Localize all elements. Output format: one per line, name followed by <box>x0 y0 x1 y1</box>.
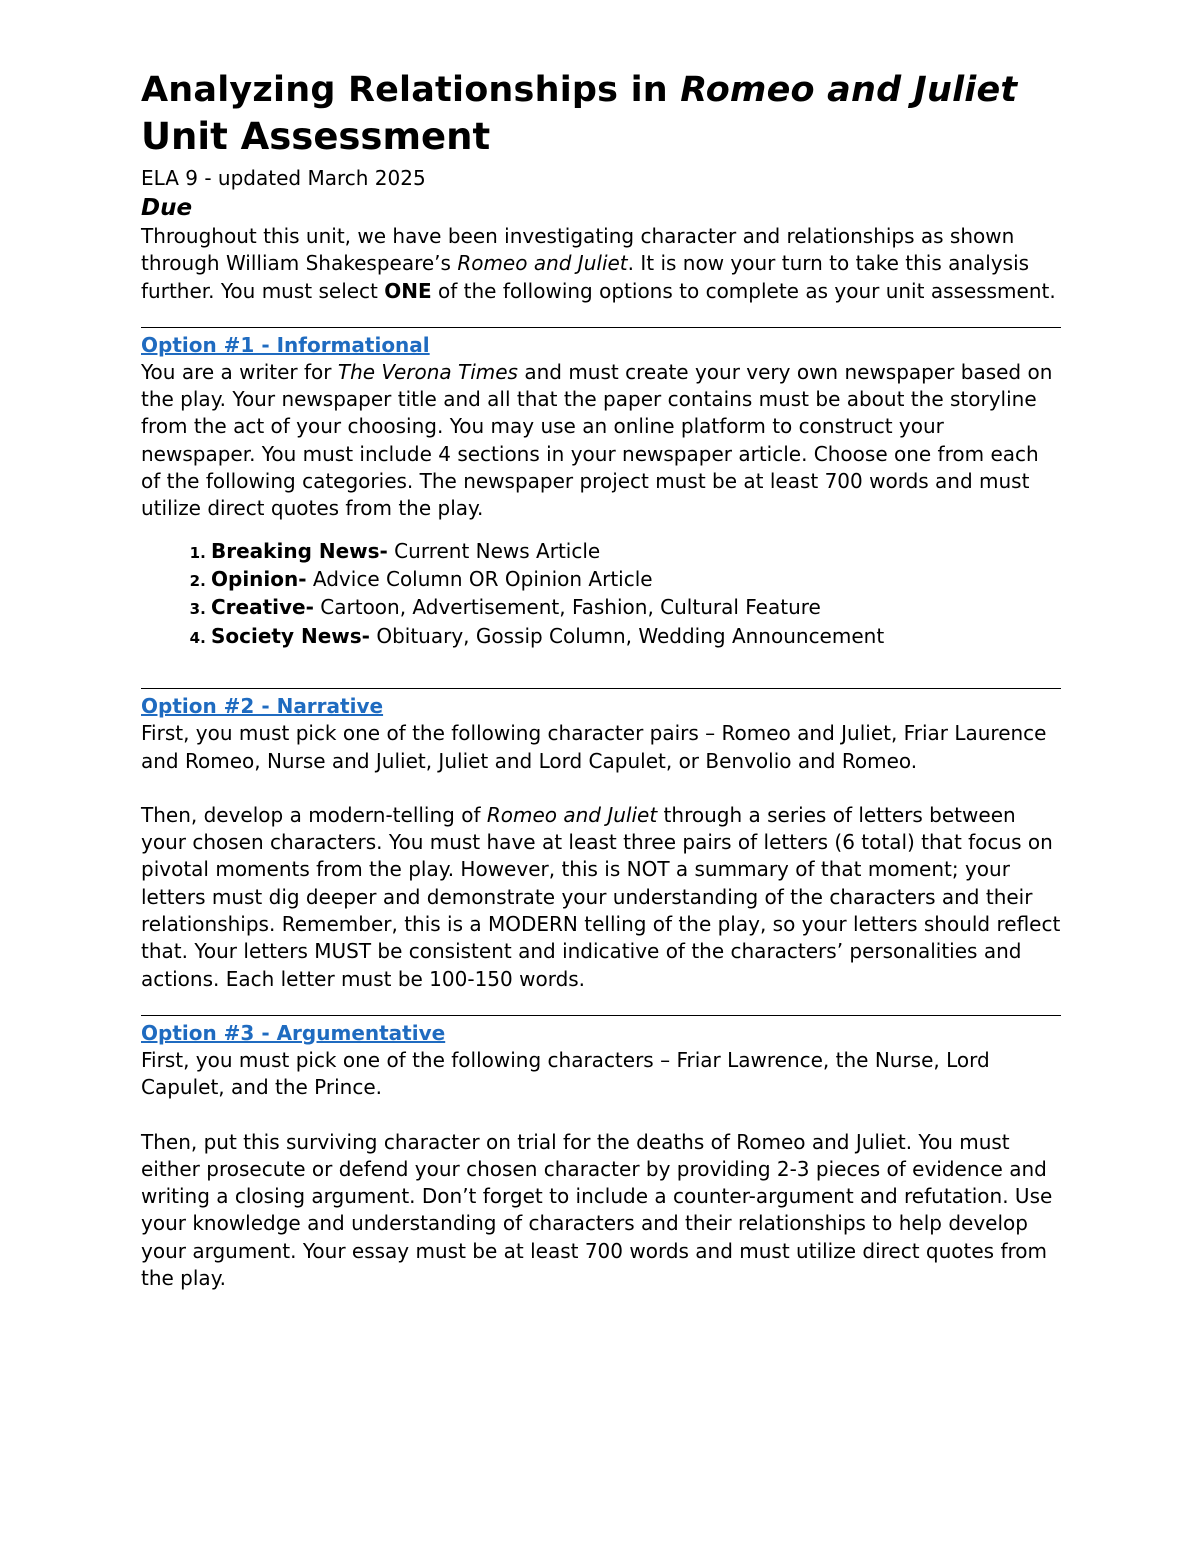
section-divider <box>141 1015 1061 1016</box>
option-2-pairs-paragraph: First, you must pick one of the following character pairs – Romeo and Juliet, Friar Laurence and Romeo, Nurse and Juliet, Juliet and Lord Capulet, or Benvolio and Romeo. <box>141 721 1047 773</box>
option-1-heading-link[interactable]: Option #1 - Informational <box>141 332 430 357</box>
option-3-heading-link[interactable]: Option #3 - Argumentative <box>141 1020 446 1045</box>
document-title: Analyzing Relationships in Romeo and Juliet <box>141 70 1018 110</box>
option-1-category-list <box>141 537 1061 651</box>
title-play-name: Romeo and Juliet <box>680 70 1018 110</box>
option-3-trial-paragraph: Then, put this surviving character on trial for the deaths of Romeo and Juliet. You must either prosecute or defend your chosen character by providing 2-3 pieces of evidence and writing a closing argument. Don’t forget to include a counter-argument and refutation. Use your knowledge and understanding of characters and their relationships to help develop your argument. Your essay must be at least 700 words and must utilize direct quotes from the play. <box>141 1129 1053 1291</box>
option-2-letters-paragraph: Then, develop a modern-telling of Romeo and Juliet through a series of letters between your chosen characters. You must have at least three pairs of letters (6 total) that focus on pivotal moments from the play. However, this is NOT a summary of that moment; your letters must dig deeper and demonstrate your understanding of the characters and their relationships. Remember, this is a MODERN telling of the play, so your letters should reflect that. Your letters MUST be consistent and indicative of the characters’ personalities and actions. Each letter must be 100-150 words. <box>141 802 1061 991</box>
intro-paragraph: Throughout this unit, we have been investigating character and relationships as shown through William Shakespeare’s Romeo and Juliet. It is now your turn to take this analysis further. You must select ONE of the following options to complete as your unit assessment. <box>141 224 1056 303</box>
option-1-description: You are a writer for The Verona Times and must create your very own newspaper based on the play. Your newspaper title and all that the paper contains must be about the storyline from the act of your choosing. You may use an online platform to construct your newspaper. You must include 4 sections in your newspaper article. Choose one from each of the following categories. The newspaper project must be at least 700 words and must utilize direct quotes from the play. <box>141 359 1053 521</box>
due-label: Due <box>141 195 193 221</box>
unit-assessment-heading: Unit Assessment <box>141 115 491 158</box>
list-item: 1. Breaking News- Current News Article <box>211 537 1061 565</box>
document-body <box>141 68 1061 1292</box>
section-divider <box>141 327 1061 328</box>
list-item: 4. Society News- Obituary, Gossip Column, Wedding Announcement <box>211 622 1061 650</box>
option-2-heading-link[interactable]: Option #2 - Narrative <box>141 694 384 719</box>
option-3-characters-paragraph: First, you must pick one of the following characters – Friar Lawrence, the Nurse, Lord Capulet, and the Prince. <box>141 1047 990 1100</box>
list-item: 3. Creative- Cartoon, Advertisement, Fashion, Cultural Feature <box>211 593 1061 621</box>
list-item: 2. Opinion- Advice Column OR Opinion Article <box>211 565 1061 593</box>
course-subtitle: ELA 9 - updated March 2025 <box>141 166 426 190</box>
section-divider <box>141 688 1061 689</box>
